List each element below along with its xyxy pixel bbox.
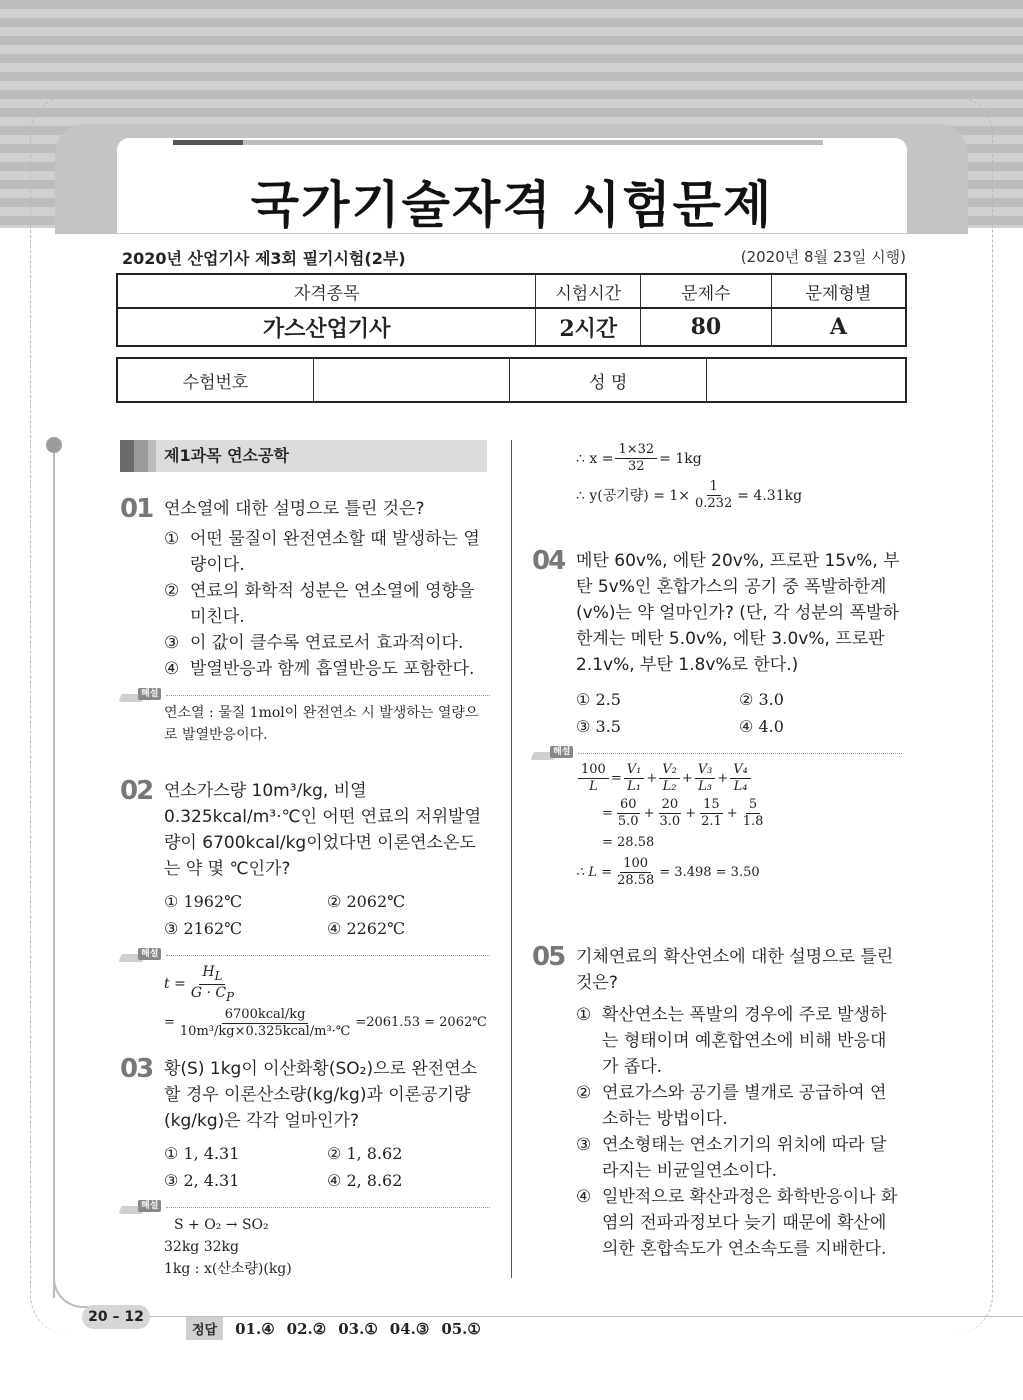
candidate-name-field[interactable]	[707, 358, 907, 402]
solution-lines: S + O₂ → SO₂ 32kg 32kg 1kg : x(산소량)(kg)	[164, 1217, 292, 1277]
option-2[interactable]: ② 연료가스와 공기를 별개로 공급하여 연소하는 방법이다.	[576, 1083, 887, 1129]
solution-continued: ∴ x = $\frac{1\times 32}{32}$ = 1kg ∴ y(공기량) = 1× $\frac{1}{0.232}$ = 4.31kg	[576, 442, 803, 511]
option-3[interactable]: ③ 2162℃	[164, 919, 243, 938]
question-number: 03	[120, 1054, 153, 1084]
option-grid	[164, 1140, 490, 1194]
value-cell-time: 2시간	[536, 308, 641, 346]
option-1[interactable]: ① 2.5	[576, 690, 621, 709]
candidate-id-label: 수험번호	[117, 358, 314, 402]
answer-item: 03.①	[338, 1319, 378, 1338]
option-2[interactable]: ② 3.0	[739, 690, 784, 709]
option-3[interactable]: ③ 3.5	[576, 717, 621, 736]
option-4[interactable]: ④ 발열반응과 함께 흡열반응도 포함한다.	[164, 659, 475, 679]
solution-tag: 해설	[532, 746, 902, 760]
answer-item: 01.④	[235, 1319, 275, 1338]
value-cell-qualification: 가스산업기사	[117, 308, 536, 346]
value-cell-count: 80	[641, 308, 772, 346]
answer-item: 04.③	[389, 1319, 430, 1338]
answer-key	[186, 1317, 481, 1340]
option-1[interactable]: ① 1962℃	[164, 892, 243, 911]
question-text: 연소열에 대한 설명으로 틀린 것은?	[164, 499, 425, 519]
exam-info-table	[116, 273, 907, 347]
column-divider	[511, 440, 512, 1278]
left-column	[120, 440, 490, 1277]
option-3[interactable]: ③ 연소형태는 연소기기의 위치에 따라 달라지는 비균일연소이다.	[576, 1135, 887, 1181]
question-number: 02	[120, 776, 153, 806]
subject-marker	[134, 440, 148, 472]
option-4[interactable]: ④ 일반적으로 확산과정은 화학반응이나 화염의 전파과정보다 늦기 때문에 확산에 의한 혼합속도가 연소속도를 지배한다.	[576, 1187, 898, 1259]
solution-tag: 해설	[120, 688, 490, 702]
solution-formula: t = $\frac{H_L}{G \cdot C_P}$ = $\frac{\text{6700kcal/kg}}{\text{10m³/kg×0.325kcal/m³·℃}}$ =2061.53 = 2062℃	[164, 964, 487, 1039]
header-cell-time: 시험시간	[536, 274, 641, 308]
answer-item: 02.②	[286, 1319, 327, 1338]
option-3[interactable]: ③ 이 값이 클수록 연료로서 효과적이다.	[164, 633, 464, 653]
header-cell-qualification: 자격종목	[117, 274, 536, 308]
candidate-name-label: 성 명	[510, 358, 707, 402]
option-grid	[576, 686, 902, 740]
question-4	[532, 548, 902, 891]
candidate-id-field[interactable]	[314, 358, 510, 402]
option-1[interactable]: ① 어떤 물질이 완전연소할 때 발생하는 열량이다.	[164, 529, 480, 575]
solution-tag: 해설	[120, 948, 490, 962]
option-2[interactable]: ② 연료의 화학적 성분은 연소열에 영향을 미친다.	[164, 581, 475, 627]
option-4[interactable]: ④ 2262℃	[327, 919, 406, 938]
candidate-table	[116, 357, 907, 403]
answer-key-label: 정답	[186, 1317, 223, 1340]
page-number: 20 – 12	[82, 1305, 150, 1329]
question-1	[120, 496, 490, 746]
option-2[interactable]: ② 2062℃	[327, 892, 406, 911]
option-4[interactable]: ④ 4.0	[739, 717, 784, 736]
solution-tag: 해설	[120, 1200, 490, 1214]
subject-marker	[120, 440, 134, 472]
option-1[interactable]: ① 확산연소는 폭발의 경우에 주로 발생하는 형태이며 예혼합연소에 비해 반응대가 좁다.	[576, 1005, 887, 1077]
option-1[interactable]: ① 1, 4.31	[164, 1144, 240, 1163]
subject-title: 제1과목 연소공학	[164, 446, 289, 465]
option-2[interactable]: ② 1, 8.62	[327, 1144, 403, 1163]
answer-item: 05.①	[441, 1319, 481, 1338]
exam-date: (2020년 8월 23일 시행)	[740, 248, 906, 266]
option-grid	[164, 888, 490, 942]
subject-marker	[148, 440, 156, 472]
option-4[interactable]: ④ 2, 8.62	[327, 1171, 403, 1190]
question-3	[120, 1056, 490, 1280]
option-3[interactable]: ③ 2, 4.31	[164, 1171, 240, 1190]
subject-heading	[120, 440, 487, 472]
solution-formula: $\frac{100}{L}$ = $\frac{\text{V₁}}{\text{L₁}}$ + $\frac{\text{V₂}}{\text{L₂}}$ + $\frac{\text{V₃}}{\text{L₃}}$ + $\frac{\text{V₄}}{\text{L₄}}$ = $\frac{60}{5.0}$ + $\frac{20}{3.0}$ + $\frac{15}{2.1}$ + $\frac{5}{1.8}$ = 28.58 ∴ L = $\frac{100}{28.58}$ = 3.498 = 3.50	[576, 762, 764, 888]
title-rule	[243, 140, 823, 145]
value-cell-type: A	[771, 308, 906, 346]
question-number: 01	[120, 494, 153, 524]
right-column	[532, 440, 904, 1259]
page-title: 국가기술자격 시험문제	[250, 176, 774, 234]
question-number: 05	[532, 942, 565, 972]
question-text: 기체연료의 확산연소에 대한 설명으로 틀린 것은?	[576, 947, 894, 993]
rail-line	[53, 453, 55, 1298]
header-cell-type: 문제형별	[771, 274, 906, 308]
title-accent-bar	[173, 140, 243, 145]
exam-session: 2020년 산업기사 제3회 필기시험(2부)	[122, 249, 406, 268]
header-cell-count: 문제수	[641, 274, 772, 308]
solution-text: 연소열 : 물질 1mol이 완전연소 시 발생하는 열량으로 발열반응이다.	[164, 705, 479, 743]
question-number: 04	[532, 546, 565, 576]
question-5	[532, 944, 902, 1262]
question-text: 연소가스량 10m³/kg, 비열 0.325kcal/m³·℃인 어떤 연료의 저위발열량이 6700kcal/kg이었다면 이론연소온도는 약 몇 ℃인가?	[164, 781, 482, 879]
rail-dot	[46, 437, 62, 453]
question-text: 메탄 60v%, 에탄 20v%, 프로판 15v%, 부탄 5v%인 혼합가스의 공기 중 폭발하한계(v%)는 약 얼마인가? (단, 각 성분의 폭발하한계는 메탄 5.0v%, 에탄 3.0v%, 프로판 2.1v%, 부탄 1.8v%로 한다.)	[576, 551, 900, 675]
question-2	[120, 778, 490, 1042]
question-text: 황(S) 1kg이 이산화황(SO₂)으로 완전연소할 경우 이론산소량(kg/kg)과 이론공기량(kg/kg)은 각각 얼마인가?	[164, 1059, 478, 1131]
